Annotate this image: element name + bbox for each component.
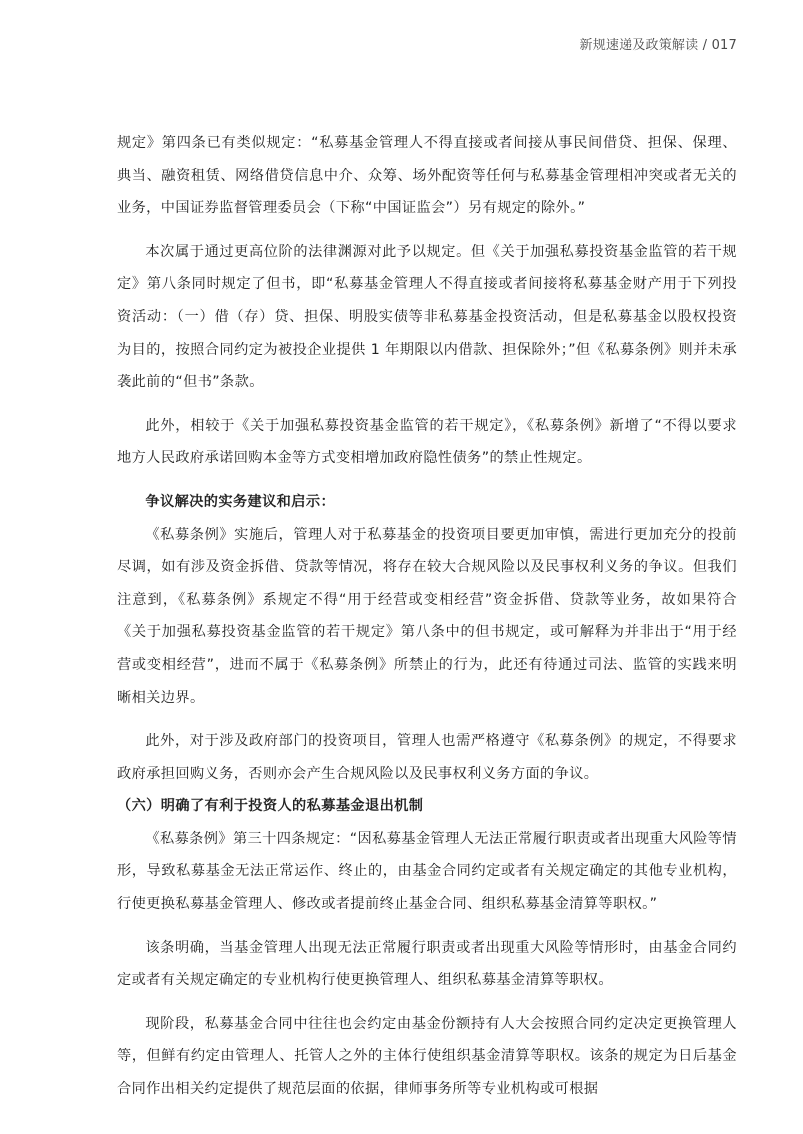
paragraph-8: 现阶段，私募基金合同中往往也会约定由基金份额持有人大会按照合同约定决定更换管理人等，但鲜有约定由管理人、托管人之外的主体行使组织基金清算等职权。该条的规定为日后基金合同作出相关约定提供了规范层面的依据，律师事务所等专业机构或可根据	[117, 1015, 737, 1098]
paragraph-6: 《私募条例》第三十四条规定：“因私募基金管理人无法正常履行职责或者出现重大风险等情形，导致私募基金无法正常运作、终止的，由基金合同约定或者有关规定确定的其他专业机构，行使更换私募基金管理人、修改或者提前终止基金合同、组织私募基金清算等职权。”	[117, 830, 737, 913]
paragraph-3: 此外，相较于《关于加强私募投资基金监管的若干规定》，《私募条例》新增了“不得以要求地方人民政府承诺回购本金等方式变相增加政府隐性债务”的禁止性规定。	[117, 417, 737, 467]
body-text	[117, 127, 737, 1106]
running-header: 新规速递及政策解读 / 017	[579, 38, 737, 53]
paragraph-5: 此外，对于涉及政府部门的投资项目，管理人也需严格遵守《私募条例》的规定，不得要求政府承担回购义务，否则亦会产生合规风险以及民事权利义务方面的争议。	[117, 733, 737, 782]
paragraph-4: 《私募条例》实施后，管理人对于私募基金的投资项目要更加审慎，需进行更加充分的投前尽调，如有涉及资金拆借、贷款等情况，将存在较大合规风险以及民事权利义务的争议。但我们注意到，《私募条例》系规定不得“用于经营或变相经营”资金拆借、贷款等业务，故如果符合《关于加强私募投资基金监管的若干规定》第八条中的但书规定，或可解释为并非出于“用于经营或变相经营”，进而不属于《私募条例》所禁止的行为，此还有待通过司法、监管的实践来明晰相关边界。	[117, 526, 737, 706]
paragraph-1: 规定》第四条已有类似规定：“私募基金管理人不得直接或者间接从事民间借贷、担保、保理、典当、融资租赁、网络借贷信息中介、众筹、场外配资等任何与私募基金管理相冲突或者无关的业务，中国证券监督管理委员会（下称“中国证监会”）另有规定的除外。”	[117, 135, 737, 217]
paragraph-2: 本次属于通过更高位阶的法律渊源对此予以规定。但《关于加强私募投资基金监管的若干规定》第八条同时规定了但书，即“私募基金管理人不得直接或者间接将私募基金财产用于下列投资活动：（一）借（存）贷、担保、明股实债等非私募基金投资活动，但是私募基金以股权投资为目的，按照合同约定为被投企业提供 1 年期限以内借款、担保除外；”但《私募条例》则并未承袭此前的“但书”条款。	[117, 243, 737, 391]
section-heading-6: （六）明确了有利于投资人的私募基金退出机制	[117, 798, 424, 815]
subheading-practice-advice: 争议解决的实务建议和启示：	[145, 493, 336, 510]
paragraph-7: 该条明确，当基金管理人出现无法正常履行职责或者出现重大风险等情形时，由基金合同约定或者有关规定确定的专业机构行使更换管理人、组织私募基金清算等职权。	[117, 939, 737, 989]
